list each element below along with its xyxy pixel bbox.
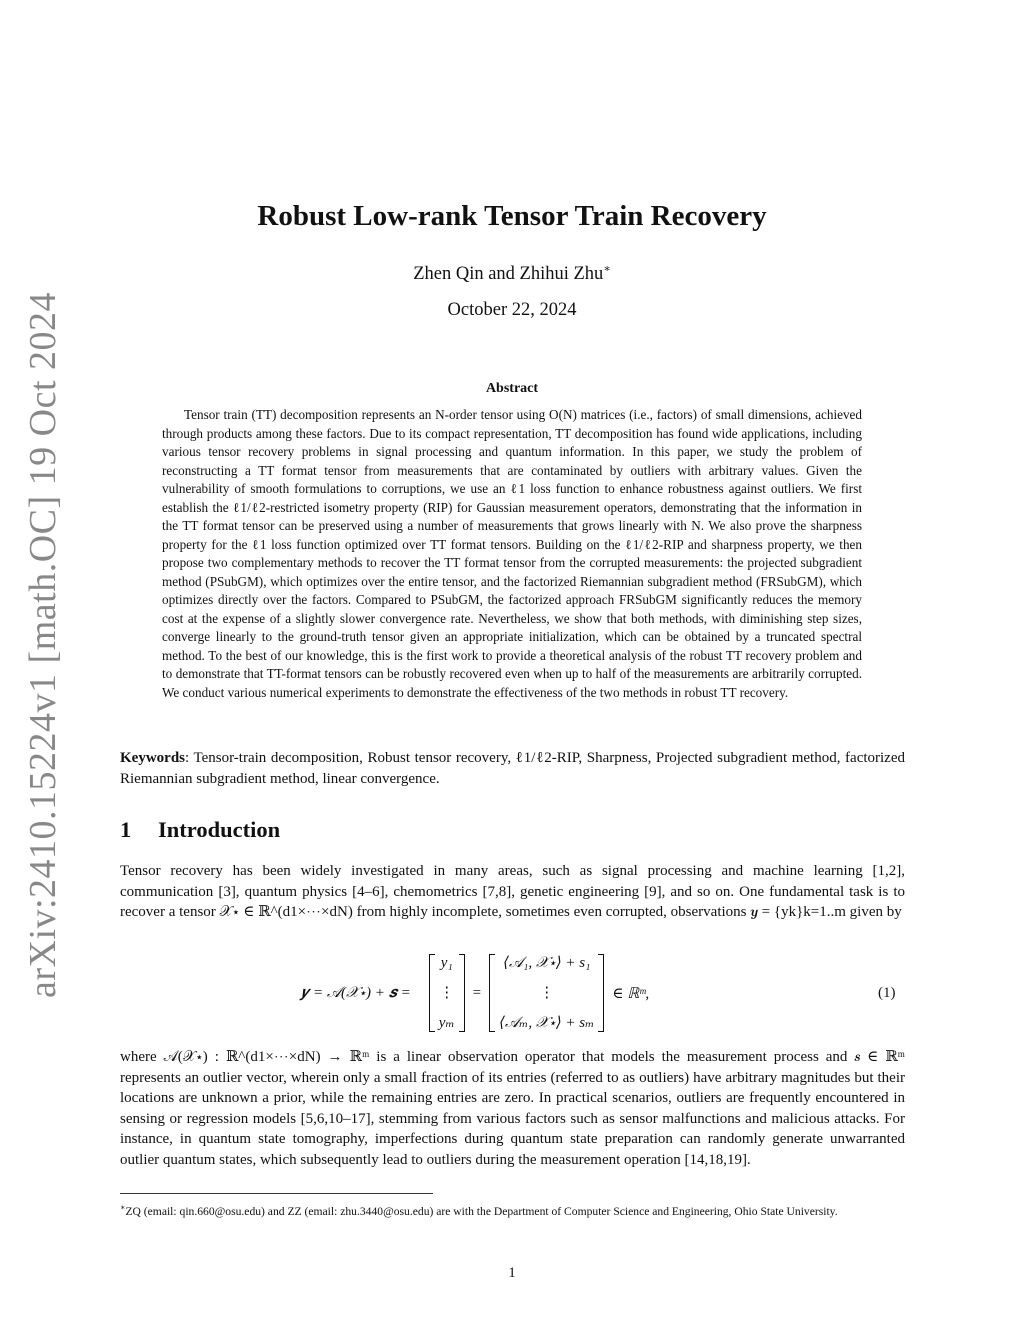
equation-rhs: ∈ ℝᵐ, <box>612 985 650 1002</box>
vector-entry: ⋮ <box>439 985 455 1001</box>
author-footnote-mark: ∗ <box>603 263 611 275</box>
abstract-heading: Abstract <box>485 381 539 396</box>
intro-paragraph-1: Tensor recovery has been widely investigated in many areas, such as signal processing and machine learning [1,2], communication [3], quantum physics [4–6], chemometrics [7,8], genetic engineering [9], and so on. One fundamental task is to recover a tensor 𝒳⋆ ∈ ℝ^(d1×⋯×dN) from highly incomplete, sometimes even corrupted, observations 𝒚 = {yk}k=1..m given by <box>120 863 905 920</box>
keywords-label: Keywords <box>120 750 185 766</box>
equation-equals: = <box>472 984 482 1001</box>
author-names: Zhen Qin and Zhihui Zhu <box>413 264 604 285</box>
abstract-text: Tensor train (TT) decomposition represents an N-order tensor using O(N) matrices (i.e., factors) of small dimensions, achieved through products among these factors. Due to its compact representation, TT decomposition has found wide applications, including various tensor recovery problems in signal processing and quantum information. In this paper, we study the problem of reconstructing a TT format tensor from measurements that are contaminated by outliers with arbitrary values. Given the vulnerability of smooth formulations to corruptions, we use an ℓ1 loss function to enhance robustness against outliers. We first establish the ℓ1/ℓ2-restricted isometry property (RIP) for Gaussian measurement operators, demonstrating that the information in the TT format tensor can be preserved using a number of measurements that grows linearly with N. We also prove the sharpness property for the ℓ1 loss function optimized over TT format tensors. Building on the ℓ1/ℓ2-RIP and sharpness property, we then propose two complementary methods to recover the TT format tensor from the corrupted measurements: the projected subgradient method (PSubGM), which optimizes over the entire tensor, and the factorized Riemannian subgradient method (FRSubGM), which optimizes directly over the factors. Compared to PSubGM, the factorized approach FRSubGM significantly reduces the memory cost at the expense of a slightly slower convergence rate. Nevertheless, we show that both methods, with diminishing step sizes, converge linearly to the ground-truth tensor given an appropriate initialization, which can be obtained by a truncated spectral method. To the best of our knowledge, this is the first work to provide a theoretical analysis of the robust TT recovery problem and to demonstrate that TT-format tensors can be robustly recovered even when up to half of the measurements are arbitrarily corrupted. We conduct various numerical experiments to demonstrate the effectiveness of the two methods in robust TT recovery. <box>162 407 862 700</box>
vector-entry: ⋮ <box>539 985 555 1001</box>
footnote-divider <box>120 1193 433 1194</box>
equation-number: (1) <box>878 985 896 1001</box>
page-number: 1 <box>508 1265 516 1281</box>
footnote-text: ZQ (email: qin.660@osu.edu) and ZZ (email: zhu.3440@osu.edu) are with the Department of Computer Science and Engineering, Ohio State University. <box>125 1204 838 1218</box>
intro-paragraph-2: where 𝒜(𝒳⋆) : ℝ^(d1×⋯×dN) → ℝᵐ is a linear observation operator that models the measurement process and 𝒔 ∈ ℝᵐ represents an outlier vector, wherein only a small fraction of its entries (referred to as outliers) have arbitrary magnitudes but their locations are unknown a prior, while the remaining entries are zero. In practical scenarios, outliers are frequently encountered in sensing or regression models [5,6,10–17], stemming from various factors such as sensor malfunctions and malicious attacks. For instance, in quantum state tomography, imperfections during quantum state preparation can randomly generate unwarranted outlier quantum states, which subsequently lead to outliers during the measurement operation [14,18,19]. <box>120 1049 905 1168</box>
authors <box>0 262 1024 285</box>
vector-entry: yₘ <box>438 1015 455 1031</box>
equation-lhs: 𝒚 = 𝒜(𝒳⋆) + 𝒔 = <box>300 985 411 1001</box>
observation-vector <box>429 954 465 1032</box>
vector-entry: y₁ <box>440 955 453 971</box>
arxiv-stamp-text: arXiv:2410.15224v1 [math.OC] 19 Oct 2024 <box>22 291 64 999</box>
equation-1 <box>300 952 720 1034</box>
paper-date: October 22, 2024 <box>447 300 577 320</box>
keywords <box>120 748 905 789</box>
keywords-text: : Tensor-train decomposition, Robust tensor recovery, ℓ1/ℓ2-RIP, Sharpness, Projected subgradient method, factorized Riemannian subgradient method, linear convergence. <box>120 750 905 787</box>
section-heading <box>120 817 280 843</box>
arxiv-stamp <box>22 291 64 999</box>
footnote-mark: ∗ <box>120 1203 126 1212</box>
footnote <box>120 1200 905 1219</box>
measurement-vector <box>489 954 604 1032</box>
section-number: 1 <box>120 817 132 842</box>
paper-title: Robust Low-rank Tensor Train Recovery <box>257 200 767 232</box>
section-title: Introduction <box>158 817 281 842</box>
vector-entry: ⟨𝒜₁, 𝒳⋆⟩ + s₁ <box>503 955 591 971</box>
vector-entry: ⟨𝒜ₘ, 𝒳⋆⟩ + sₘ <box>499 1015 595 1031</box>
